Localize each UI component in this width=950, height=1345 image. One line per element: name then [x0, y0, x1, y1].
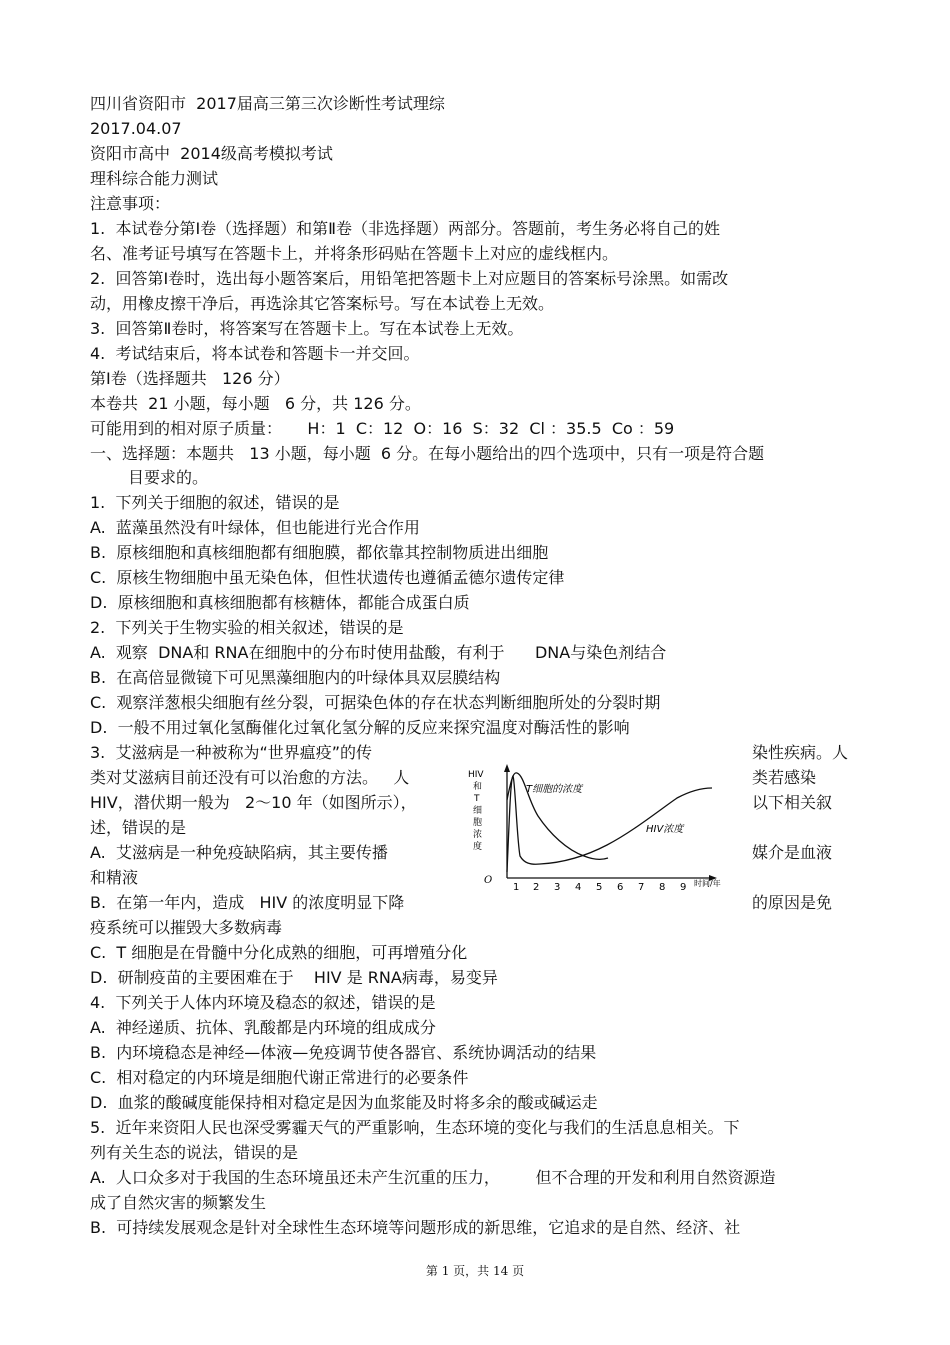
y-axis-label: 浓	[473, 830, 483, 840]
notice-line: 2. 回答第Ⅰ卷时，选出每小题答案后，用铅笔把答题卡上对应题目的答案标号涂黑。如需改	[90, 269, 729, 288]
question-stem: 类对艾滋病目前还没有可以治愈的方法。 人	[90, 768, 410, 787]
option-c: C. 原核生物细胞中虽无染色体，但性状遗传也遵循孟德尔遗传定律	[90, 568, 565, 587]
option-a-cont: 和精液	[90, 868, 139, 887]
part-instruction-cont: 目要求的。	[128, 468, 209, 487]
option-d: D. 血浆的酸碱度能保持相对稳定是因为血浆能及时将多余的酸或碱运走	[90, 1093, 598, 1112]
option-b: B. 原核细胞和真核细胞都有细胞膜，都依靠其控制物质进出细胞	[90, 543, 549, 562]
x-tick-label: 9	[680, 882, 687, 893]
notice-line: 3. 回答第Ⅱ卷时，将答案写在答题卡上。写在本试卷上无效。	[90, 319, 524, 338]
x-tick-label: 7	[638, 882, 645, 893]
tcell-curve-label: T细胞的浓度	[526, 784, 583, 795]
y-axis-label: 和	[473, 782, 483, 792]
option-b: B. 在第一年内，造成 HIV 的浓度明显下降	[90, 893, 405, 912]
hiv-tcell-figure	[462, 760, 752, 895]
question-stem-cont: 列有关生态的说法，错误的是	[90, 1143, 299, 1162]
doc-title: 四川省资阳市 2017届高三第三次诊断性考试理综	[90, 94, 445, 113]
question-stem: HIV，潜伏期一般为 2～10 年（如图所示），	[90, 793, 417, 812]
x-tick-label: 4	[575, 882, 582, 893]
y-axis-label: 度	[473, 842, 483, 852]
x-tick-label: 8	[659, 882, 666, 893]
option-a-right: 媒介是血液	[752, 843, 833, 862]
question-stem-right: 染性疾病。人	[752, 743, 849, 762]
x-tick-label: 6	[617, 882, 624, 893]
part-instruction: 一、选择题：本题共 13 小题，每小题 6 分。在每小题给出的四个选项中，只有一项是符合题	[90, 444, 765, 463]
option-b: B. 在高倍显微镜下可见黑藻细胞内的叶绿体具双层膜结构	[90, 668, 501, 687]
notice-line: 1. 本试卷分第Ⅰ卷（选择题）和第Ⅱ卷（非选择题）两部分。答题前，考生务必将自己的姓	[90, 219, 721, 238]
y-axis-label: 细	[473, 806, 483, 816]
exam-subtitle: 资阳市高中 2014级高考模拟考试	[90, 144, 333, 163]
option-b-right: 的原因是免	[752, 893, 833, 912]
question-stem: 2. 下列关于生物实验的相关叙述，错误的是	[90, 618, 404, 637]
exam-date: 2017.04.07	[90, 119, 182, 138]
option-b: B. 可持续发展观念是针对全球性生态环境等问题形成的新思维，它追求的是自然、经济、社	[90, 1218, 741, 1237]
y-axis-label: T	[474, 794, 480, 804]
option-a: A. 艾滋病是一种免疫缺陷病，其主要传播	[90, 843, 388, 862]
y-axis-arrow	[504, 764, 510, 772]
option-b-cont: 疫系统可以摧毁大多数病毒	[90, 918, 283, 937]
option-c: C. T 细胞是在骨髓中分化成熟的细胞，可再增殖分化	[90, 943, 468, 962]
notice-line: 4. 考试结束后，将本试卷和答题卡一并交回。	[90, 344, 420, 363]
question-stem: 5. 近年来资阳人民也深受雾霾天气的严重影响，生态环境的变化与我们的生活息息相关。下	[90, 1118, 740, 1137]
question-stem-right: 以下相关叙	[752, 793, 833, 812]
y-axis-label: HIV	[468, 770, 484, 780]
page-footer: 第 1 页，共 14 页	[425, 1264, 525, 1278]
section-title: 第Ⅰ卷（选择题共 126 分）	[90, 369, 290, 388]
atomic-masses: 可能用到的相对原子质量： H：1 C：12 O：16 S：32 Cl ：35.5 Co ：59	[90, 419, 675, 438]
x-tick-label: 5	[596, 882, 603, 893]
option-a: A. 人口众多对于我国的生态环境虽还未产生沉重的压力， 但不合理的开发和利用自然资源造	[90, 1168, 776, 1187]
option-c: C. 观察洋葱根尖细胞有丝分裂，可据染色体的存在状态判断细胞所处的分裂时期	[90, 693, 661, 712]
x-tick-label: 1	[513, 882, 520, 893]
option-a: A. 观察 DNA和 RNA在细胞中的分布时使用盐酸，有利于 DNA与染色剂结合	[90, 643, 667, 662]
notice-heading: 注意事项：	[90, 194, 171, 213]
origin-label: O	[484, 875, 493, 886]
x-axis-label: 时间/年	[694, 879, 721, 888]
option-d: D. 一般不用过氧化氢酶催化过氧化氢分解的反应来探究温度对酶活性的影响	[90, 718, 630, 737]
option-c: C. 相对稳定的内环境是细胞代谢正常进行的必要条件	[90, 1068, 469, 1087]
option-a: A. 神经递质、抗体、乳酸都是内环境的组成成分	[90, 1018, 436, 1037]
y-axis-label: 胞	[473, 818, 483, 828]
option-d: D. 研制疫苗的主要困难在于 HIV 是 RNA病毒，易变异	[90, 968, 498, 987]
hiv-curve-label: HIV浓度	[646, 824, 684, 835]
question-stem: 1. 下列关于细胞的叙述，错误的是	[90, 493, 340, 512]
question-stem: 述，错误的是	[90, 818, 187, 837]
option-b: B. 内环境稳态是神经—体液—免疫调节使各器官、系统协调活动的结果	[90, 1043, 597, 1062]
option-a: A. 蓝藻虽然没有叶绿体，但也能进行光合作用	[90, 518, 420, 537]
notice-line: 动，用橡皮擦干净后，再选涂其它答案标号。写在本试卷上无效。	[90, 294, 555, 313]
notice-line: 名、准考证号填写在答题卡上，并将条形码贴在答题卡上对应的虚线框内。	[90, 244, 619, 263]
option-d: D. 原核细胞和真核细胞都有核糖体，都能合成蛋白质	[90, 593, 470, 612]
section-desc: 本卷共 21 小题，每小题 6 分，共 126 分。	[90, 394, 421, 413]
x-tick-label: 3	[554, 882, 561, 893]
question-stem: 4. 下列关于人体内环境及稳态的叙述，错误的是	[90, 993, 436, 1012]
question-stem: 3. 艾滋病是一种被称为“世界瘟疫”的传	[90, 743, 373, 762]
x-tick-label: 2	[533, 882, 540, 893]
option-a-cont: 成了自然灾害的频繁发生	[90, 1193, 267, 1212]
question-stem-right: 类若感染	[752, 768, 817, 787]
test-name: 理科综合能力测试	[90, 169, 219, 188]
